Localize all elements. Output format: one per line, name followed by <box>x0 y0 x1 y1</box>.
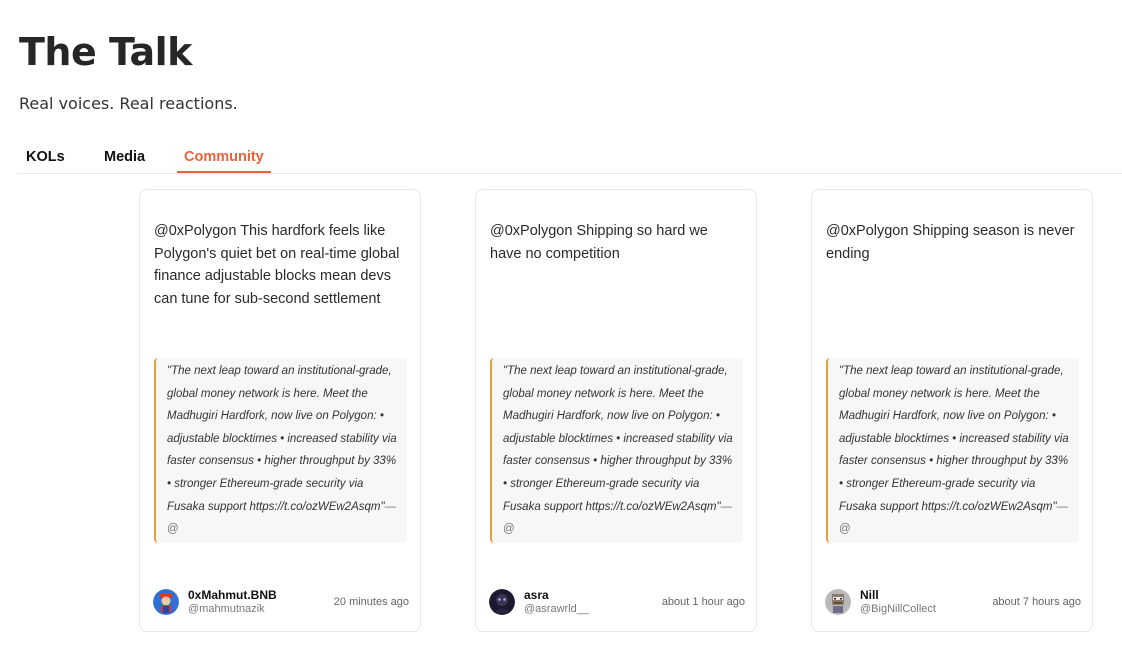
page-subtitle: Real voices. Real reactions. <box>19 94 238 113</box>
author-handle[interactable]: @asrawrld__ <box>524 603 589 615</box>
post-time: about 1 hour ago <box>661 596 745 608</box>
author-name[interactable]: asra <box>524 588 549 602</box>
post-time: 20 minutes ago <box>333 596 409 608</box>
post-author <box>153 588 409 616</box>
tab-community[interactable]: Community <box>177 140 271 173</box>
post-card[interactable] <box>475 189 757 632</box>
post-text: @0xPolygon This hardfork feels like Polygon's quiet bet on real-time global finance adjustable blocks mean devs can tune for sub-second settlement <box>154 223 400 307</box>
quote-source: — @ <box>839 500 1069 536</box>
quoted-post <box>490 358 743 543</box>
dark-character-avatar-icon[interactable] <box>489 589 515 615</box>
quoted-post <box>154 358 407 543</box>
quoted-text: "The next leap toward an institutional-grade, global money network is here. Meet the Madhugiri Hardfork, now live on Polygon: • adjustable blocktimes • increased stability via faster consensus • higher throughput by 33% • stronger Ethereum-grade security via Fusaka support https://t.co/ozWEw2Asqm" <box>167 365 397 513</box>
quote-source: — @ <box>167 500 397 536</box>
pixel-character-avatar-icon[interactable] <box>825 589 851 615</box>
post-text: @0xPolygon Shipping season is never ending <box>826 223 1075 262</box>
mario-avatar-icon[interactable] <box>153 589 179 615</box>
tab-bar <box>18 140 1122 174</box>
page-title: The Talk <box>19 30 192 74</box>
author-handle[interactable]: @BigNillCollect <box>860 603 936 615</box>
post-card[interactable] <box>811 189 1093 632</box>
quoted-text: "The next leap toward an institutional-grade, global money network is here. Meet the Madhugiri Hardfork, now live on Polygon: • adjustable blocktimes • increased stability via faster consensus • higher throughput by 33% • stronger Ethereum-grade security via Fusaka support https://t.co/ozWEw2Asqm" <box>503 365 733 513</box>
post-author <box>489 588 745 616</box>
post-time: about 7 hours ago <box>992 596 1081 608</box>
author-name[interactable]: Nill <box>860 588 879 602</box>
quoted-post <box>826 358 1079 543</box>
quoted-text: "The next leap toward an institutional-grade, global money network is here. Meet the Madhugiri Hardfork, now live on Polygon: • adjustable blocktimes • increased stability via faster consensus • higher throughput by 33% • stronger Ethereum-grade security via Fusaka support https://t.co/ozWEw2Asqm" <box>839 365 1069 513</box>
post-author <box>825 588 1081 616</box>
post-text: @0xPolygon Shipping so hard we have no competition <box>490 223 708 262</box>
post-card[interactable] <box>139 189 421 632</box>
quote-source: — @ <box>503 500 733 536</box>
tab-media[interactable]: Media <box>104 149 146 165</box>
tab-kols[interactable]: KOLs <box>26 149 65 165</box>
author-handle[interactable]: @mahmutnazik <box>188 603 265 615</box>
author-name[interactable]: 0xMahmut.BNB <box>188 588 277 602</box>
